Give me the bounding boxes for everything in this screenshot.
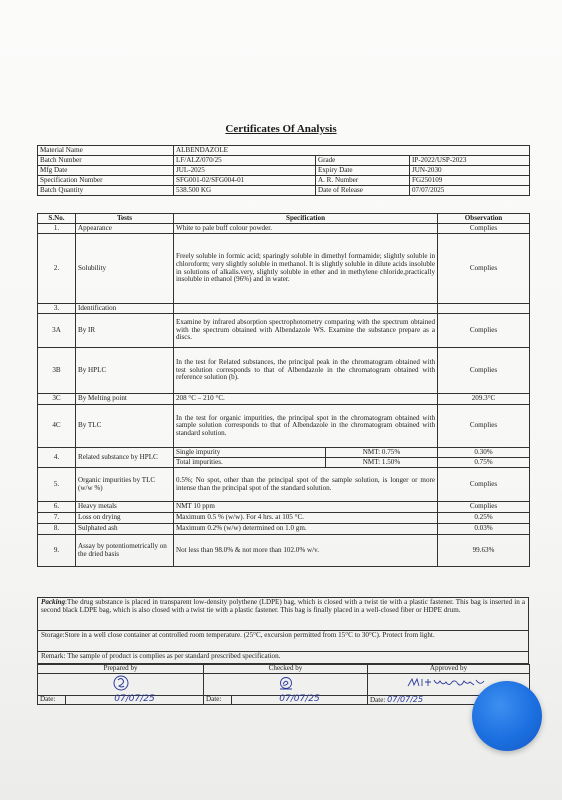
cell-sno: 3.: [38, 304, 76, 314]
cell-obs: Complies: [438, 502, 530, 513]
header-label: Date of Release: [316, 186, 410, 196]
cell-test: By HPLC: [76, 348, 174, 394]
header-value: 538.500 KG: [174, 186, 316, 196]
cell-sno: 7.: [38, 513, 76, 524]
cell-test: Related substance by HPLC: [76, 448, 174, 468]
cell-spec: Freely soluble in formic acid; sparingly soluble in dimethyl formamide; slightly soluble in chloroform; very slightly soluble in methanol. It is slightly soluble in dilute acids insoluble in solutions of alkalis.very, slightly soluble in ether and in methylene chloride,practically insoluble in ethanol (96%) and in water.: [174, 234, 438, 304]
document-title: Certificates Of Analysis: [225, 123, 337, 135]
header-label: Grade: [316, 156, 410, 166]
header-value: JUL-2025: [174, 166, 316, 176]
cell-test: By TLC: [76, 405, 174, 448]
cell-spec: [174, 304, 438, 314]
cell-sno: 3C: [38, 394, 76, 405]
approved-signature-mark: [404, 676, 494, 690]
cell-spec: Total impurities.: [174, 458, 326, 468]
remark-section: Remark: The sample of product is complies as per standard prescribed specification.: [37, 652, 529, 664]
header-row: [38, 186, 530, 196]
table-header-row: [38, 214, 530, 224]
cell-test: Loss on drying: [76, 513, 174, 524]
cell-obs: [438, 304, 530, 314]
packing-text: :The drug substance is placed in transparent low-density polythene (LDPE) bag, which is closed with a twist tie with a plastic fastener. This bag is inserted in a second black LDPE bag, which is also closed with a twist tie with a plastic fastener. This bag is finally placed in a well-closed fiber or HDPE drum.: [41, 598, 525, 614]
cell-obs: Complies: [438, 468, 530, 502]
cell-obs: 99.63%: [438, 535, 530, 567]
cell-test: Appearance: [76, 224, 174, 234]
table-row: [38, 234, 530, 304]
cell-sno: 2.: [38, 234, 76, 304]
header-label: Mfg Date: [38, 166, 174, 176]
cell-sno: 3B: [38, 348, 76, 394]
header-label: Material Name: [38, 146, 174, 156]
cell-obs: Complies: [438, 348, 530, 394]
header-row: [38, 146, 530, 156]
cell-obs: 0.03%: [438, 524, 530, 535]
cell-test: Heavy metals: [76, 502, 174, 513]
header-value: ALBENDAZOLE: [174, 146, 530, 156]
header-row: [38, 156, 530, 166]
column-header-obs: Observation: [438, 214, 530, 224]
column-header-spec: Specification: [174, 214, 438, 224]
signature-row: [38, 674, 530, 696]
cell-sno: 3A: [38, 314, 76, 348]
header-value: 07/07/2025: [410, 186, 530, 196]
storage-section: Storage:Store in a well close container at controlled room temperature. (25°C, excursion permitted from 15°C to 30°C). Protect from light.: [37, 631, 529, 652]
table-row: [38, 348, 530, 394]
header-label: A. R. Number: [316, 176, 410, 186]
table-row: [38, 535, 530, 567]
header-row: [38, 176, 530, 186]
cell-spec: Maximum 0.5 % (w/w). For 4 hrs. at 105 °C.: [174, 513, 438, 524]
cell-test: Organic impurities by TLC (w/w %): [76, 468, 174, 502]
cell-spec: In the test for Related substances, the principal peak in the chromatogram obtained with test solution corresponds to that of Albendazole in the chromatogram obtained with reference solution (b).: [174, 348, 438, 394]
header-value: LF/ALZ/070/25: [174, 156, 316, 166]
header-value: SFG001-02/SFG004-01: [174, 176, 316, 186]
floating-action-button[interactable]: [472, 681, 542, 751]
cell-test: Assay by potentiometrically on the dried basis: [76, 535, 174, 567]
cell-sno: 4C: [38, 405, 76, 448]
cell-sno: 5.: [38, 468, 76, 502]
cell-spec: In the test for organic impurities, the principal spot in the chromatogram obtained with sample solution corresponds to that of Albendazole in the chromatogram obtained with standard solution.: [174, 405, 438, 448]
cell-sno: 8.: [38, 524, 76, 535]
cell-test: Identification: [76, 304, 174, 314]
table-row: [38, 314, 530, 348]
cell-obs: Complies: [438, 224, 530, 234]
prepared-date: 07/07/25: [66, 695, 204, 705]
cell-sno: 1.: [38, 224, 76, 234]
table-row: [38, 502, 530, 513]
date-label: Date:: [38, 695, 66, 705]
cell-limit: NMT: 0.75%: [326, 448, 438, 458]
approved-date: 07/07/25: [387, 694, 424, 704]
header-label: Batch Number: [38, 156, 174, 166]
cell-limit: NMT: 1.50%: [326, 458, 438, 468]
cell-obs: Complies: [438, 314, 530, 348]
cell-spec: Maximum 0.2% (w/w) determined on 1.0 gm.: [174, 524, 438, 535]
table-row: [38, 513, 530, 524]
column-header-tests: Tests: [76, 214, 174, 224]
cell-spec: NMT 10 ppm: [174, 502, 438, 513]
cell-test: Solubility: [76, 234, 174, 304]
checked-signature: [204, 674, 368, 696]
header-value: JUN-2030: [410, 166, 530, 176]
table-row: [38, 448, 530, 458]
header-value: IP-2022/USP-2023: [410, 156, 530, 166]
table-row: [38, 468, 530, 502]
table-row: [38, 394, 530, 405]
cell-sno: 9.: [38, 535, 76, 567]
cell-spec: 208 °C – 210 °C.: [174, 394, 438, 405]
header-row: [38, 166, 530, 176]
checked-signature-mark: [277, 675, 295, 691]
cell-obs: Complies: [438, 405, 530, 448]
cell-sno: 4.: [38, 448, 76, 468]
signoff-header-row: [38, 665, 530, 674]
prepared-by-label: Prepared by: [38, 665, 204, 674]
header-label: Batch Quantity: [38, 186, 174, 196]
cell-test: By Melting point: [76, 394, 174, 405]
packing-label: Packing: [41, 598, 66, 606]
checked-by-label: Checked by: [204, 665, 368, 674]
cell-obs: 0.30%: [438, 448, 530, 458]
cell-spec: Single impurity: [174, 448, 326, 458]
header-value: FG250109: [410, 176, 530, 186]
date-label: Date:: [370, 695, 386, 704]
table-row: [38, 304, 530, 314]
cell-test: By IR: [76, 314, 174, 348]
cell-spec: White to pale buff colour powder.: [174, 224, 438, 234]
signoff-date-row: [38, 695, 530, 705]
table-row: [38, 224, 530, 234]
header-table: [37, 145, 530, 196]
cell-obs: Complies: [438, 234, 530, 304]
signoff-table: [37, 664, 530, 705]
cell-sno: 6.: [38, 502, 76, 513]
header-label: Specification Number: [38, 176, 174, 186]
packing-section: [37, 597, 529, 631]
cell-spec: 0.5%; No spot, other than the principal spot of the sample solution, is longer or more intense than the principal spot of the standard solution.: [174, 468, 438, 502]
cell-obs: 0.25%: [438, 513, 530, 524]
prepared-signature-mark: [111, 674, 131, 692]
cell-spec: Examine by infrared absorption spectrophotometry comparing with the spectrum obtained with the spectrum obtained with Albendazole WS. Examine the substance prepare as a discs.: [174, 314, 438, 348]
prepared-signature: [38, 674, 204, 696]
cell-test: Sulphated ash: [76, 524, 174, 535]
date-label: Date:: [204, 695, 232, 705]
header-label: Expiry Date: [316, 166, 410, 176]
cell-obs: 0.75%: [438, 458, 530, 468]
cell-spec: Not less than 98.0% & not more than 102.0% w/v.: [174, 535, 438, 567]
checked-date: 07/07/25: [232, 695, 368, 705]
table-row: [38, 405, 530, 448]
table-row: [38, 524, 530, 535]
cell-obs: 209.3°C: [438, 394, 530, 405]
approved-by-label: Approved by: [368, 665, 530, 674]
test-results-table: [37, 213, 530, 567]
column-header-sno: S.No.: [38, 214, 76, 224]
